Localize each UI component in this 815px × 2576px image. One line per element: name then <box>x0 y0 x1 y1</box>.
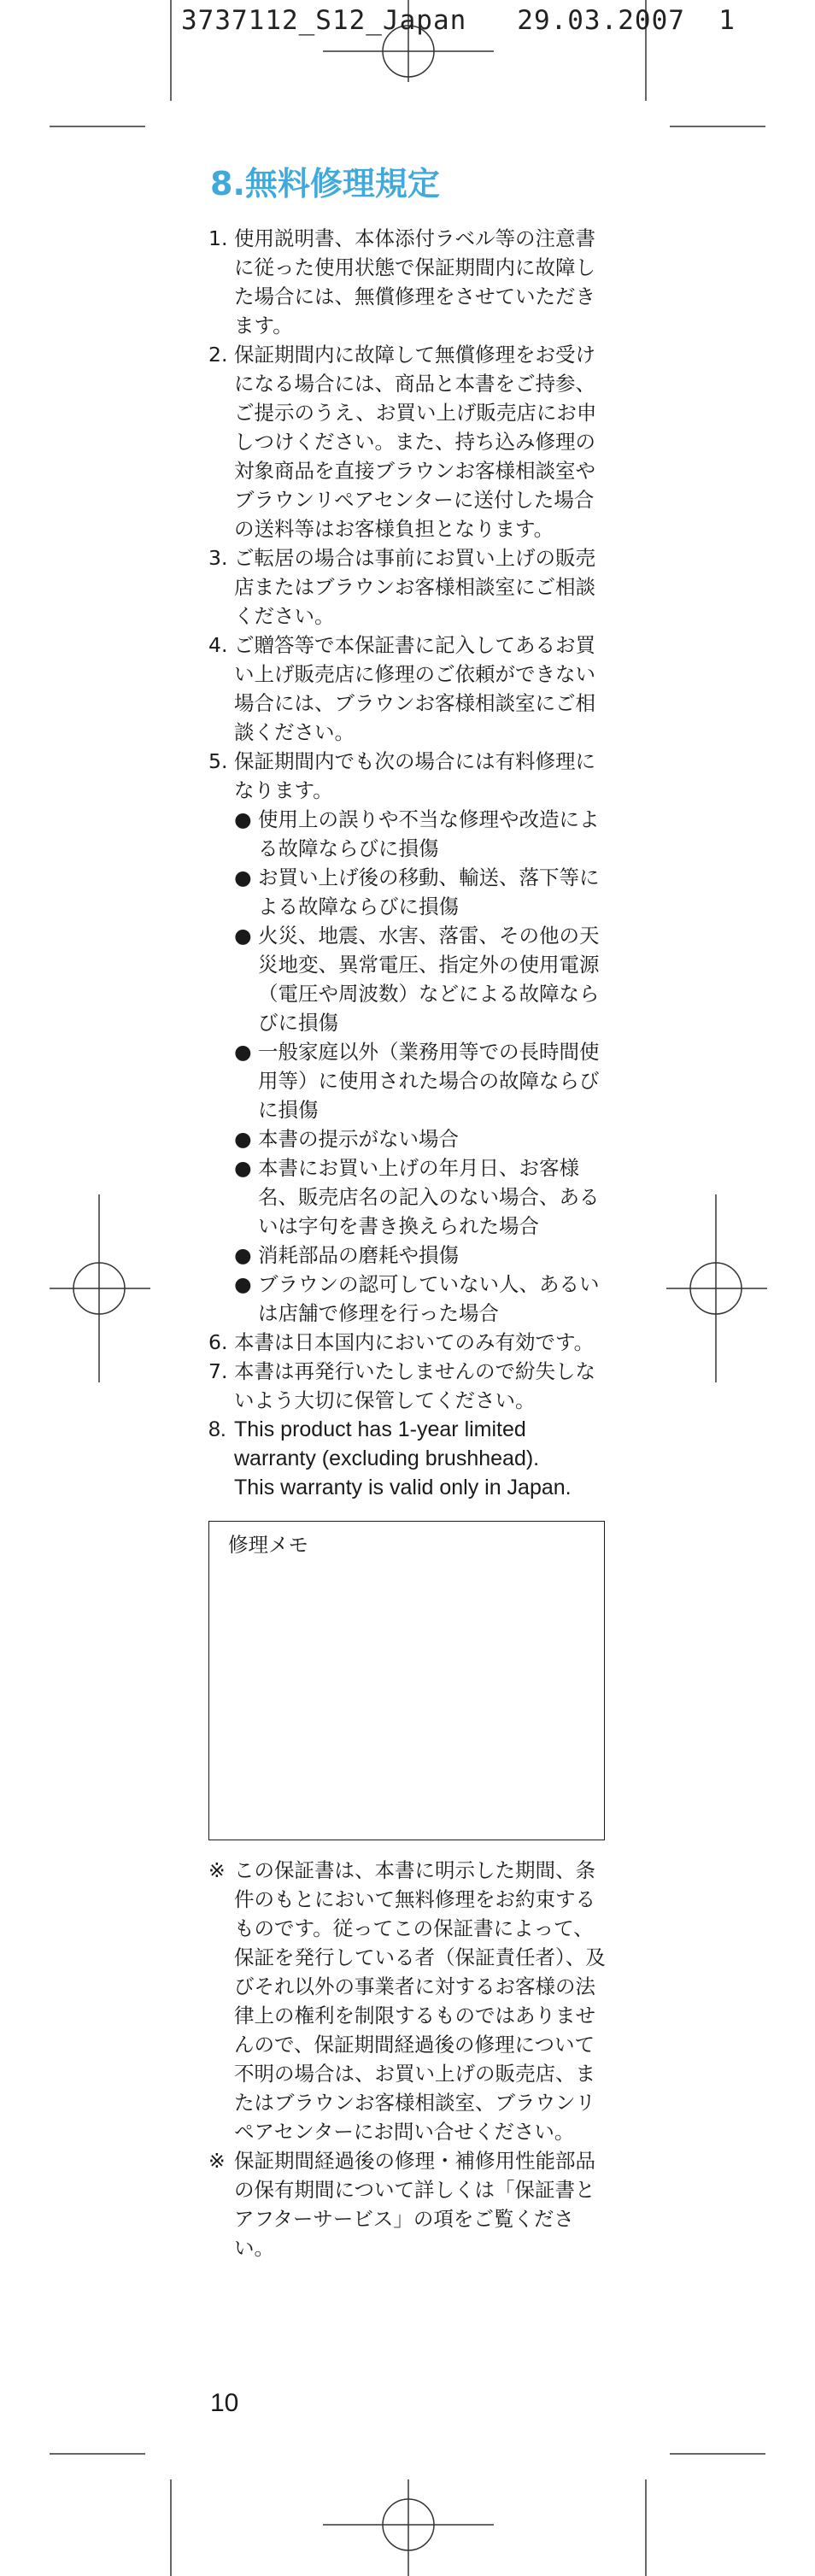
item-number: 4. <box>208 633 228 657</box>
bullet-icon: ● <box>234 1127 252 1151</box>
item-number: 5. <box>208 749 228 773</box>
repair-memo-label: 修理メモ <box>228 1533 308 1557</box>
sub-item-text: 火災、地震、水害、落雷、その他の天災地変、異常電圧、指定外の使用電源（電圧や周波数）などによる故障ならびに損傷 <box>258 924 600 1035</box>
reference-mark-icon: ※ <box>208 2149 226 2173</box>
sub-item-text: 消耗部品の磨耗や損傷 <box>258 1243 459 1267</box>
list-item <box>208 1357 610 1415</box>
english-line: warranty (excluding brushhead). <box>234 1446 540 1470</box>
list-item <box>208 543 610 631</box>
item-text: ご贈答等で本保証書に記入してあるお買い上げ販売店に修理のご依頼ができない場合には、ブラウンお客様相談室にご相談ください。 <box>234 633 595 744</box>
reference-mark-icon: ※ <box>208 1858 226 1882</box>
item-text: 保証期間内に故障して無償修理をお受けになる場合には、商品と本書をご持参、ご提示のうえ、お買い上げ販売店にお申しつけください。また、持ち込み修理の対象商品を直接ブラウンお客様相談室やブラウンリペアセンターに送付した場合の送料等はお客様負担となります。 <box>234 343 597 541</box>
english-line: This warranty is valid only in Japan. <box>234 1476 572 1499</box>
list-item-english <box>208 1415 610 1502</box>
sub-list-item <box>234 1037 610 1124</box>
bullet-icon: ● <box>234 1272 252 1296</box>
notes <box>208 1856 610 2262</box>
note-text: この保証書は、本書に明示した期間、条件のもとにおいて無料修理をお約束するものです。従ってこの保証書によって、保証を発行している者（保証責任者）、及びそれ以外の事業者に対するお客様の法律上の権利を制限するものではありませんので、保証期間経過後の修理について不明の場合は、お買い上げの販売店、またはブラウンお客様相談室、ブラウンリペアセンターにお問い合せください。 <box>234 1858 606 2144</box>
sub-item-text: 一般家庭以外（業務用等での長時間使用等）に使用された場合の故障ならびに損傷 <box>258 1040 600 1122</box>
english-line: This product has 1-year limited <box>234 1417 526 1441</box>
warranty-terms <box>208 224 610 2262</box>
item-text: ご転居の場合は事前にお買い上げの販売店またはブラウンお客様相談室にご相談ください。 <box>234 546 595 628</box>
sub-list-item <box>234 1153 610 1241</box>
doc-id: 3737112_S12_Japan <box>181 5 467 36</box>
bullet-icon: ● <box>234 807 252 831</box>
sub-item-text: ブラウンの認可していない人、あるいは店舗で修理を行った場合 <box>258 1272 600 1325</box>
item-text: 使用説明書、本体添付ラベル等の注意書に従った使用状態で保証期間内に故障した場合には、無償修理をさせていただきます。 <box>234 226 595 337</box>
sub-list <box>234 805 610 1328</box>
bullet-icon: ● <box>234 866 252 889</box>
bullet-icon: ● <box>234 1243 252 1267</box>
print-slug <box>181 5 815 36</box>
note-item <box>208 2146 610 2262</box>
item-text: 本書は再発行いたしませんので紛失しないよう大切に保管してください。 <box>234 1359 595 1412</box>
item-text: 本書は日本国内においてのみ有効です。 <box>234 1330 595 1354</box>
list-item <box>208 1328 610 1357</box>
page-number: 10 <box>210 2389 239 2417</box>
item-number: 2. <box>208 343 228 367</box>
item-number: 1. <box>208 226 228 250</box>
sub-list-item <box>234 1270 610 1328</box>
sub-list-item <box>234 921 610 1037</box>
sub-list-item <box>234 1124 610 1153</box>
item-number: 7. <box>208 1359 228 1383</box>
bullet-icon: ● <box>234 924 252 948</box>
sub-item-text: 本書にお買い上げの年月日、お客様名、販売店名の記入のない場合、あるいは字句を書き換えられた場合 <box>258 1156 600 1238</box>
list-item <box>208 224 610 340</box>
sub-list-item <box>234 805 610 863</box>
list-item <box>208 631 610 747</box>
sub-list-item <box>234 863 610 921</box>
note-item <box>208 1856 610 2146</box>
sub-item-text: 本書の提示がない場合 <box>258 1127 459 1151</box>
repair-memo-box <box>208 1521 605 1840</box>
list-item <box>208 340 610 543</box>
item-number: 3. <box>208 546 228 570</box>
slug-trailing: 1 <box>718 5 736 36</box>
section-title: 8.無料修理規定 <box>210 165 440 202</box>
item-number: 6. <box>208 1330 228 1354</box>
list-item <box>208 747 610 1328</box>
bullet-icon: ● <box>234 1156 252 1180</box>
item-number: 8. <box>208 1417 226 1441</box>
note-text: 保証期間経過後の修理・補修用性能部品の保有期間について詳しくは「保証書とアフターサービス」の項をご覧ください。 <box>234 2149 595 2260</box>
sub-list-item <box>234 1241 610 1270</box>
item-text: 保証期間内でも次の場合には有料修理になります。 <box>234 749 595 802</box>
bullet-icon: ● <box>234 1040 252 1064</box>
print-date: 29.03.2007 <box>517 5 685 36</box>
sub-item-text: 使用上の誤りや不当な修理や改造による故障ならびに損傷 <box>258 807 600 860</box>
sub-item-text: お買い上げ後の移動、輸送、落下等による故障ならびに損傷 <box>258 866 600 918</box>
